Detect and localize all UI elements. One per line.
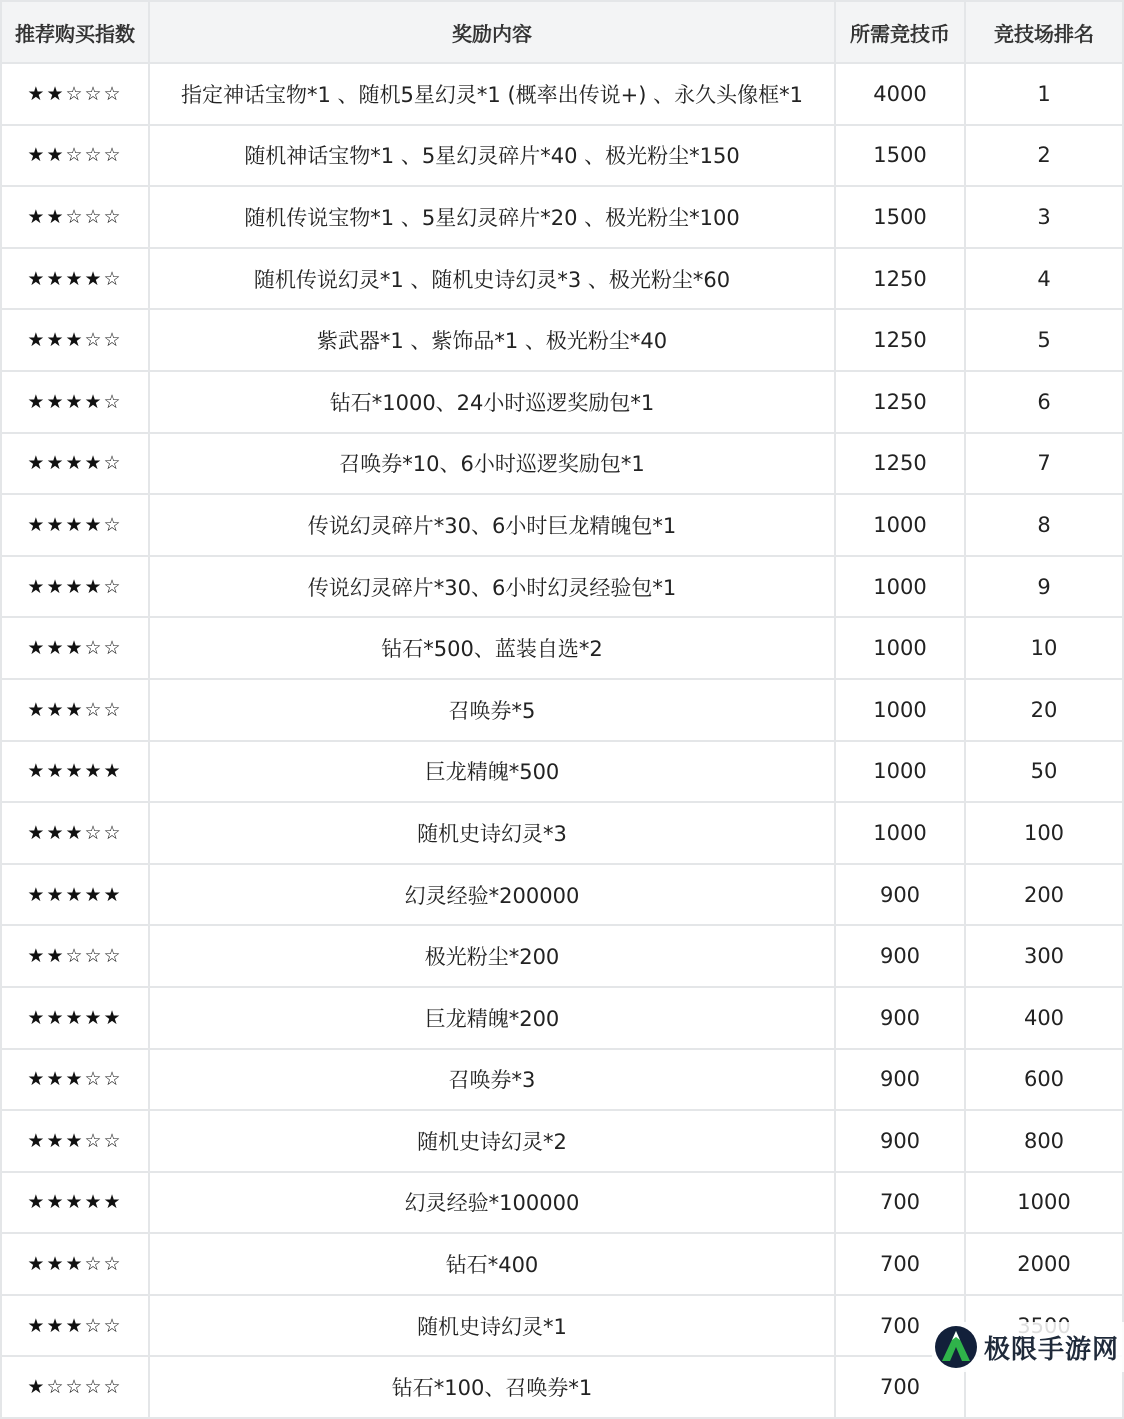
stars-rating: ★★★☆☆ <box>1 617 149 679</box>
stars-rating: ★★★★★ <box>1 1172 149 1234</box>
site-watermark <box>932 1322 1124 1372</box>
stars-rating: ★★★☆☆ <box>1 1295 149 1357</box>
arena-rank: 1000 <box>965 1172 1123 1234</box>
table-row <box>1 125 1123 187</box>
reward-content: 幻灵经验*200000 <box>149 864 835 926</box>
reward-content: 幻灵经验*100000 <box>149 1172 835 1234</box>
table-header-row <box>1 1 1123 63</box>
mountain-logo-icon <box>934 1325 978 1369</box>
required-coins: 1500 <box>835 186 965 248</box>
table-row <box>1 1110 1123 1172</box>
reward-content: 极光粉尘*200 <box>149 925 835 987</box>
arena-rank: 7 <box>965 433 1123 495</box>
header-arena-rank: 竞技场排名 <box>965 1 1123 63</box>
required-coins: 900 <box>835 987 965 1049</box>
arena-rank: 400 <box>965 987 1123 1049</box>
stars-rating: ★★☆☆☆ <box>1 925 149 987</box>
arena-rank: 800 <box>965 1110 1123 1172</box>
required-coins: 1000 <box>835 741 965 803</box>
stars-rating: ★★★★☆ <box>1 494 149 556</box>
required-coins: 1000 <box>835 802 965 864</box>
table-row <box>1 741 1123 803</box>
stars-rating: ★★★★☆ <box>1 556 149 618</box>
table-row <box>1 433 1123 495</box>
table-row <box>1 864 1123 926</box>
stars-rating: ★★★☆☆ <box>1 1233 149 1295</box>
arena-rank: 6 <box>965 371 1123 433</box>
reward-content: 随机传说幻灵*1 、随机史诗幻灵*3 、极光粉尘*60 <box>149 248 835 310</box>
required-coins: 900 <box>835 864 965 926</box>
header-recommend-index: 推荐购买指数 <box>1 1 149 63</box>
stars-rating: ★★☆☆☆ <box>1 125 149 187</box>
required-coins: 700 <box>835 1172 965 1234</box>
required-coins: 1250 <box>835 309 965 371</box>
table-row <box>1 371 1123 433</box>
table-row <box>1 63 1123 125</box>
reward-content: 随机史诗幻灵*2 <box>149 1110 835 1172</box>
stars-rating: ★★☆☆☆ <box>1 186 149 248</box>
arena-rank: 200 <box>965 864 1123 926</box>
table-row <box>1 186 1123 248</box>
stars-rating: ★★★★☆ <box>1 371 149 433</box>
reward-content: 钻石*500、蓝装自选*2 <box>149 617 835 679</box>
reward-content: 巨龙精魄*200 <box>149 987 835 1049</box>
required-coins: 1000 <box>835 617 965 679</box>
stars-rating: ★★★☆☆ <box>1 309 149 371</box>
reward-content: 随机史诗幻灵*3 <box>149 802 835 864</box>
required-coins: 900 <box>835 1049 965 1111</box>
reward-content: 召唤券*5 <box>149 679 835 741</box>
stars-rating: ★★★☆☆ <box>1 1110 149 1172</box>
table-row <box>1 1049 1123 1111</box>
table-row <box>1 556 1123 618</box>
reward-content: 巨龙精魄*500 <box>149 741 835 803</box>
table-row <box>1 1233 1123 1295</box>
arena-rank: 9 <box>965 556 1123 618</box>
required-coins: 4000 <box>835 63 965 125</box>
arena-rank: 300 <box>965 925 1123 987</box>
reward-content: 随机传说宝物*1 、5星幻灵碎片*20 、极光粉尘*100 <box>149 186 835 248</box>
reward-content: 随机神话宝物*1 、5星幻灵碎片*40 、极光粉尘*150 <box>149 125 835 187</box>
arena-rank: 2000 <box>965 1233 1123 1295</box>
arena-rank: 3 <box>965 186 1123 248</box>
table-row <box>1 679 1123 741</box>
required-coins: 1000 <box>835 494 965 556</box>
table-row <box>1 617 1123 679</box>
required-coins: 700 <box>835 1233 965 1295</box>
stars-rating: ★★★★★ <box>1 864 149 926</box>
reward-content: 钻石*1000、24小时巡逻奖励包*1 <box>149 371 835 433</box>
required-coins: 700 <box>835 1356 965 1418</box>
required-coins: 700 <box>835 1295 965 1357</box>
reward-content: 钻石*400 <box>149 1233 835 1295</box>
header-required-coins: 所需竞技币 <box>835 1 965 63</box>
required-coins: 1000 <box>835 679 965 741</box>
arena-rank: 4 <box>965 248 1123 310</box>
table-row <box>1 248 1123 310</box>
arena-rank: 8 <box>965 494 1123 556</box>
arena-rank: 600 <box>965 1049 1123 1111</box>
table-row <box>1 987 1123 1049</box>
arena-rank: 20 <box>965 679 1123 741</box>
watermark-text: 极限手游网 <box>984 1334 1120 1365</box>
arena-rank: 5 <box>965 309 1123 371</box>
header-reward-content: 奖励内容 <box>149 1 835 63</box>
required-coins: 900 <box>835 925 965 987</box>
reward-content: 钻石*100、召唤券*1 <box>149 1356 835 1418</box>
reward-content: 指定神话宝物*1 、随机5星幻灵*1 (概率出传说+) 、永久头像框*1 <box>149 63 835 125</box>
stars-rating: ★★★☆☆ <box>1 1049 149 1111</box>
table-row <box>1 925 1123 987</box>
required-coins: 1500 <box>835 125 965 187</box>
required-coins: 1250 <box>835 371 965 433</box>
reward-content: 传说幻灵碎片*30、6小时幻灵经验包*1 <box>149 556 835 618</box>
reward-content: 紫武器*1 、紫饰品*1 、极光粉尘*40 <box>149 309 835 371</box>
table-row <box>1 802 1123 864</box>
reward-content: 随机史诗幻灵*1 <box>149 1295 835 1357</box>
stars-rating: ★★★☆☆ <box>1 802 149 864</box>
reward-content: 传说幻灵碎片*30、6小时巨龙精魄包*1 <box>149 494 835 556</box>
reward-content: 召唤券*10、6小时巡逻奖励包*1 <box>149 433 835 495</box>
stars-rating: ★★★★☆ <box>1 248 149 310</box>
required-coins: 1000 <box>835 556 965 618</box>
stars-rating: ★☆☆☆☆ <box>1 1356 149 1418</box>
reward-content: 召唤券*3 <box>149 1049 835 1111</box>
arena-rank: 50 <box>965 741 1123 803</box>
stars-rating: ★★★★☆ <box>1 433 149 495</box>
required-coins: 1250 <box>835 433 965 495</box>
arena-rank: 10 <box>965 617 1123 679</box>
table-row <box>1 309 1123 371</box>
stars-rating: ★★☆☆☆ <box>1 63 149 125</box>
stars-rating: ★★★★★ <box>1 987 149 1049</box>
required-coins: 1250 <box>835 248 965 310</box>
table-row <box>1 494 1123 556</box>
arena-rank: 2 <box>965 125 1123 187</box>
table-row <box>1 1172 1123 1234</box>
required-coins: 900 <box>835 1110 965 1172</box>
arena-rank: 100 <box>965 802 1123 864</box>
arena-rank: 1 <box>965 63 1123 125</box>
stars-rating: ★★★☆☆ <box>1 679 149 741</box>
stars-rating: ★★★★★ <box>1 741 149 803</box>
